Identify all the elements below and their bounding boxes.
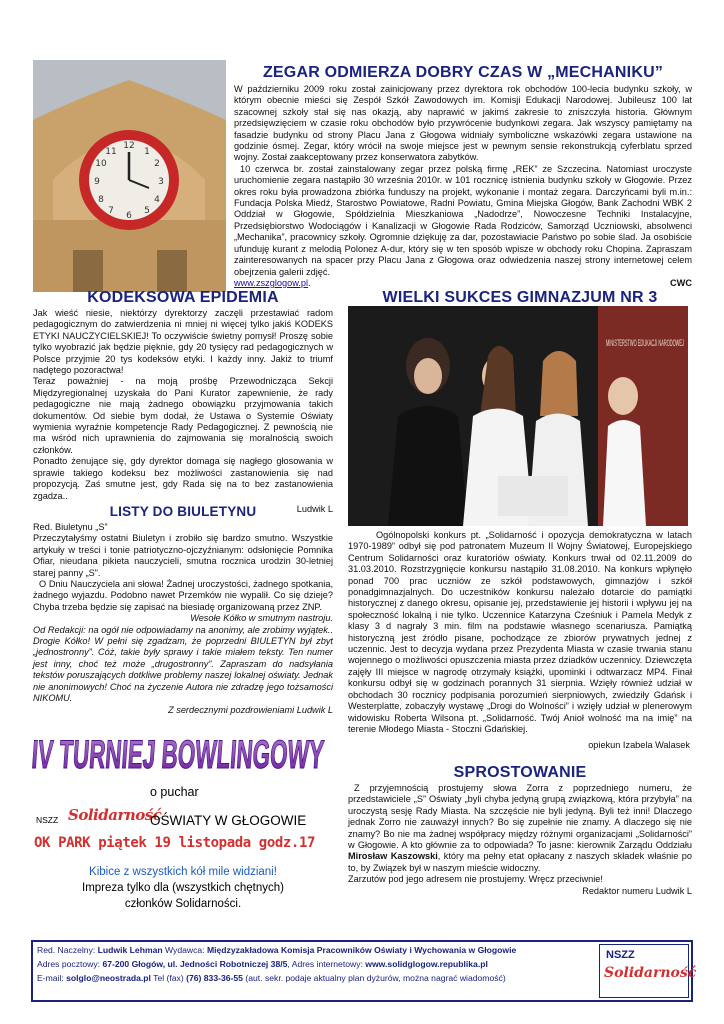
svg-text:7: 7	[108, 206, 114, 216]
zszglogow-link[interactable]: www.zszglogow.pl	[234, 277, 309, 288]
solidarnosc-logo: Solidarność	[68, 806, 162, 824]
listy-letter: Przeczytałyśmy ostatni Biuletyn i zrobiło się bardzo smutno. Wszystkie artykuły w treści i tonie patriotyczno-ojczyźnianym: odsłonięcie Pomnika Ofiar, nieudana pikieta nauczycieli, smutna rocznica urodzin 30-letniej starej panny „S”.	[33, 533, 333, 578]
svg-text:1: 1	[144, 147, 150, 157]
sprostowanie-paragraph-2: Zarzutów pod jego adresem nie prostujemy. Wręcz przeciwnie!	[348, 874, 603, 885]
sprostowanie-title: SPROSTOWANIE	[453, 764, 587, 781]
nszz-solidarnosc-logo	[599, 944, 697, 998]
phone-number: (76) 833-36-55	[186, 973, 243, 983]
kodeks-paragraph-3: Ponadto żenujące się, gdy dyrektor domaga się nagłego głosowania w sprawie takiego kodeksu bez możliwości zastanowienia się nad propozycją. Zaś smutne jest, gdy Rada się na to bez zastanowienia zgadza..	[33, 456, 333, 501]
zegar-article	[234, 84, 692, 289]
listy-reply: Od Redakcji: na ogół nie odpowiadamy na anonimy, ale zrobimy wyjątek.. Drogie Kółko! W pełni się zgadzam, że poprzedni BIULETYN był zbyt „jednostronny”. Cóż, takie były sprawy i takie miałem teksty. Ten numer jest inny, choć też może „drugostronny”. Zapraszam do nadsyłania tekstów poruszających dotkliwe problemy naszej lokalnej oświaty. Jednak nie anonimowych! Choć na życzenie Autora nie zdradzę jego tożsamości NIKOMU.	[33, 624, 333, 704]
sprostowanie-paragraph-1: Z przyjemnością prostujemy słowa Zorra z poprzedniego numeru, że przedstawiciele „S” Oświaty „byli chyba jedyną grupą związkową, która przybyła” na uroczystą sesję Rady Miasta. Na szczęście nie byli jedyną. Byli też inni! Dlaczego jednak Zorro nie zauważył innych? Bo się zupełnie nie znamy. A dlaczego się nie znamy? Bo nie ma żadnej współpracy między różnymi organizacjami „Solidarności” w Głogowie. A kto głównie za to odpowiada? To jasne: kierownik Zarządu Oddziału Mirosław Kaszowski, który ma pełny etat opłacany z naszych składek właśnie po to, by Związek był w naszym mieście widoczny.	[348, 783, 693, 873]
sprostowanie-article	[348, 783, 692, 897]
ministerstwo-banner: MINISTERSTWO EDUKACJI NARODOWEJ	[606, 338, 684, 348]
svg-text:8: 8	[98, 195, 104, 205]
listy-letter-2: O Dniu Nauczyciela ani słowa! Żadnej uroczystości, żadnego spotkania, żadnego wyjazdu. Podobno nawet Przemków nie wypalił. Co się dzieje? Chyba trzeba będzie się zapisać na biesiadę organizowaną przez ZNP.	[33, 579, 333, 612]
footer-line-editor: Red. Naczelny: Ludwik Lehman Wydawca: Międzyzakładowa Komisja Pracowników Oświaty i Wychowania w Głogowie	[37, 945, 517, 955]
turniej-title: IV TURNIEJ BOWLINGOWY	[32, 733, 332, 776]
svg-text:11: 11	[105, 147, 117, 157]
gimnazjum-title: WIELKI SUKCES GIMNAZJUM NR 3	[382, 289, 658, 306]
masthead-footer	[31, 940, 697, 1002]
svg-text:12: 12	[123, 141, 135, 151]
zegar-paragraph-2: 10 czerwca br. został zainstalowany zegar przez polską firmę „REK” ze Szczecina. Natomiast uroczyste uruchomienie zegara nastąpiło 30 września 2010r. w 101 rocznicę istnienia budynku szkoły w Głogowie. Przez okres roku była prowadzona zbiórka funduszy na projekt, wykonanie i montaż zegara. Darczyńcami byli m.in.: Fundacja Polska Miedź, Starostwo Powiatowe, Radni Powiatu, Gmina Miejska Głogów, Bank Zachodni WBK 2 Oddział w Głogowie, Spółdzielnia Mieszkaniowa „Nadodrze”, Nowoczesne Techniki Instalacyjne, Przedsiębiorstwo Wodociągów i Kanalizacji w Głogowie Rada Rodziców, Samorząd Uczniowski, absolwenci „Mechanika”, pracownicy szkoły. Ogromnie dziękuję za dar, pozostawiacie Państwo po sobie ślad. Ja osobiście ufunduję kurant z melodią Polonez A-dur, który się w ten sposób wpisze w obchody roku Chopina. Zapraszam zainteresowanych na spacer przy Placu Jana z Głogowa oraz odwiedzenia naszej strony internetowej celem obejrzenia galerii zdjęć.	[234, 163, 692, 277]
svg-text:2: 2	[154, 159, 160, 169]
logo-solidarnosc-text: Solidarność	[604, 965, 697, 981]
svg-text:5: 5	[144, 206, 150, 216]
kodeks-paragraph-1: Jak wieść niesie, niektórzy dyrektorzy zaczęli przestawiać radom pedagogicznym do zatwierdzenia ni mniej ni więcej tylko jakiś KODEKS ETYKI NAUCZYCIELSKIEJ! To oczywiście świetny pomysł! Proszę sobie tylko wyobrazić jak będzie pięknie, gdy 20 tysięcy rad pedagogicznych w Polsce przyjmie 20 tys kodeksów etyki. I każdy inny. Jakiż to triumf nadętego pozoractwa!	[33, 308, 333, 376]
award-ceremony-photo	[348, 306, 688, 526]
kodeks-article	[33, 308, 333, 515]
listy-letter-signature: Wesołe Kółko w smutnym nastroju.	[190, 613, 333, 624]
editor-name: Ludwik Lehman	[97, 945, 163, 955]
svg-text:10: 10	[95, 159, 107, 169]
footer-line-contact: E-mail: solglo@neostrada.pl Tel (fax) (76) 833-36-55 (aut. sekr. podaje aktualny plan dyżurów, można nagrać wiadomość)	[37, 973, 506, 983]
turniej-title-graphic	[32, 724, 332, 776]
svg-text:9: 9	[94, 177, 100, 187]
oswiaty-label: OŚWIATY W GŁOGOWIE	[150, 813, 307, 828]
zegar-paragraph-1: W październiku 2009 roku został zainicjowany przez dyrektora rok obchodów 100-lecia budynku szkoły, w którym obecnie mieści się Zespół Szkół Zawodowych im. Komisji Edukacji Narodowej. Jubileusz 100 lat szacownej szkoły stał się nas okazją, aby naprawić w jakimś zakresie to zniszczyła historia. Głównym przedsięwzięciem w czasie roku obchodów było przywrócenie budynkowi zegara. Jak wszyscy pamiętamy na fasadzie budynku od strony Placu Jana z Głogowa widniały symboliczne wskazówki zegara ustawione na godzinie ósmej. Zegar, który wrócił na swoje miejsce jest w pewnym sensie rekonstrukcją cyferblatu sprzed wojny. Został zaakceptowany przez konserwatora zabytków.	[234, 84, 692, 163]
sprostowanie-signature: Redaktor numeru Ludwik L	[582, 885, 692, 896]
listy-title: LISTY DO BIULETYNU	[109, 504, 257, 519]
website-link[interactable]: www.solidglogow.republika.pl	[365, 959, 488, 969]
kibice-invite: Kibice z wszystkich kół mile widziani!	[89, 866, 277, 878]
email-link[interactable]: solglo@neostrada.pl	[66, 973, 151, 983]
ok-park-date: OK PARK piątek 19 listopada godz.17	[34, 835, 316, 851]
gimnazjum-article	[348, 530, 692, 752]
impreza-line-2: członków Solidarności.	[124, 898, 242, 910]
listy-greeting: Red. Biuletynu „S”	[33, 522, 108, 532]
kodeks-signature: Ludwik L	[296, 503, 333, 514]
kodeks-paragraph-2: Teraz poważniej - na moją prośbę Przewodnicząca Sekcji Międzyregionalnej uzyskała do Pani Kurator zapewnienie, że rady pedagogiczne nie mają żadnego obowiązku przyjmowania takich dokumentów. Od siebie bym dodał, że Ustawa o Systemie Oświaty wymienia wyraźnie kompetencje Rady Pedagogicznej. Z pewnością nie ma wśród nich uprawnienia do zajmowania się moralnością swoich członków.	[33, 376, 333, 455]
nszz-small-label: NSZZ	[36, 815, 59, 825]
listy-reply-signature: Z serdecznymi pozdrowieniami Ludwik L	[168, 704, 333, 715]
zegar-signature: CWC	[670, 277, 692, 288]
kodeks-title: KODEKSOWA EPIDEMIA	[87, 289, 279, 306]
clock-tower-photo	[33, 60, 226, 292]
zegar-title: ZEGAR ODMIERZA DOBRY CZAS W „MECHANIKU”	[262, 64, 664, 81]
impreza-line-1: Impreza tylko dla (wszystkich chętnych)	[82, 882, 284, 894]
svg-text:3: 3	[158, 177, 164, 187]
svg-text:6: 6	[126, 211, 132, 221]
gimnazjum-paragraph-1: Ogólnopolski konkurs pt. „Solidarność i opozycja demokratyczna w latach 1970-1989” odbył się pod patronatem Muzeum II Wojny Światowej, Europejskiego Centrum Solidarności oraz kuratoriów oświaty. Konkurs trwał od 02.11.2009 do 31.03.2010. Rozstrzygnięcie konkursu nastąpiło 31.08.2010. Na konkurs wpłynęło ponad 700 prac uczniów ze szkół podstawowych, gimnazjów i szkół ponadgimnazjalnych. Do uczestników konkursu należało dotarcie do pamiątki historycznej z danego okresu, opisanie jej, przedstawienie jej historii i wpływu jej na społeczność lokalną i nie tylko. Uczennice Katarzyna Cześniuk i Pamela Medyk z klasy 3 d nagrały 3 min. film na podstawie własnego scenariusza. Pamiątką historyczną jest źródło pisane, pochodzące ze zbiorów prywatnych jednej z uczennic. Jest to decyzja wydana przez Prezydenta Miasta w czasie trwania stanu wojennego o możliwości opuszczenia miasta przez dziadków uczennicy. Dziewczęta zajęły III miejsce w nagrodę otrzymały książki, upominki i odtwarzacz MP4. Finał konkursu odbył się w godzinach porannych 31 sierpnia. Wzięły również udział w obchodach 30 rocznicy podpisania porozumień sierpniowych, zwiedziły Gdańsk i Westerplatte, zobaczyły wystawę „Drogi do Wolności” i wzięły udział w plenerowym widowisku Roberta Wilsona pt. „Solidarność. Twój Anioł wolność ma na imię” na terenie Młodego Miasta - Stoczni Gdańskiej.	[348, 530, 692, 734]
kaszowski-name: Mirosław Kaszowski	[348, 851, 438, 862]
footer-line-address: Adres pocztowy: 67-200 Głogów, ul. Jedności Robotniczej 38/5, Adres internetowy: www.solidglogow.republika.pl	[37, 959, 488, 969]
listy-article	[33, 522, 333, 716]
zegar-link-suffix: .	[308, 277, 311, 288]
o-puchar-text: o puchar	[150, 785, 199, 799]
gimnazjum-signature: opiekun Izabela Walasek	[588, 740, 690, 751]
svg-text:4: 4	[154, 195, 160, 205]
logo-nszz-text: NSZZ	[606, 949, 635, 961]
publisher-name: Międzyzakładowa Komisja Pracowników Oświaty i Wychowania w Głogowie	[206, 945, 517, 955]
